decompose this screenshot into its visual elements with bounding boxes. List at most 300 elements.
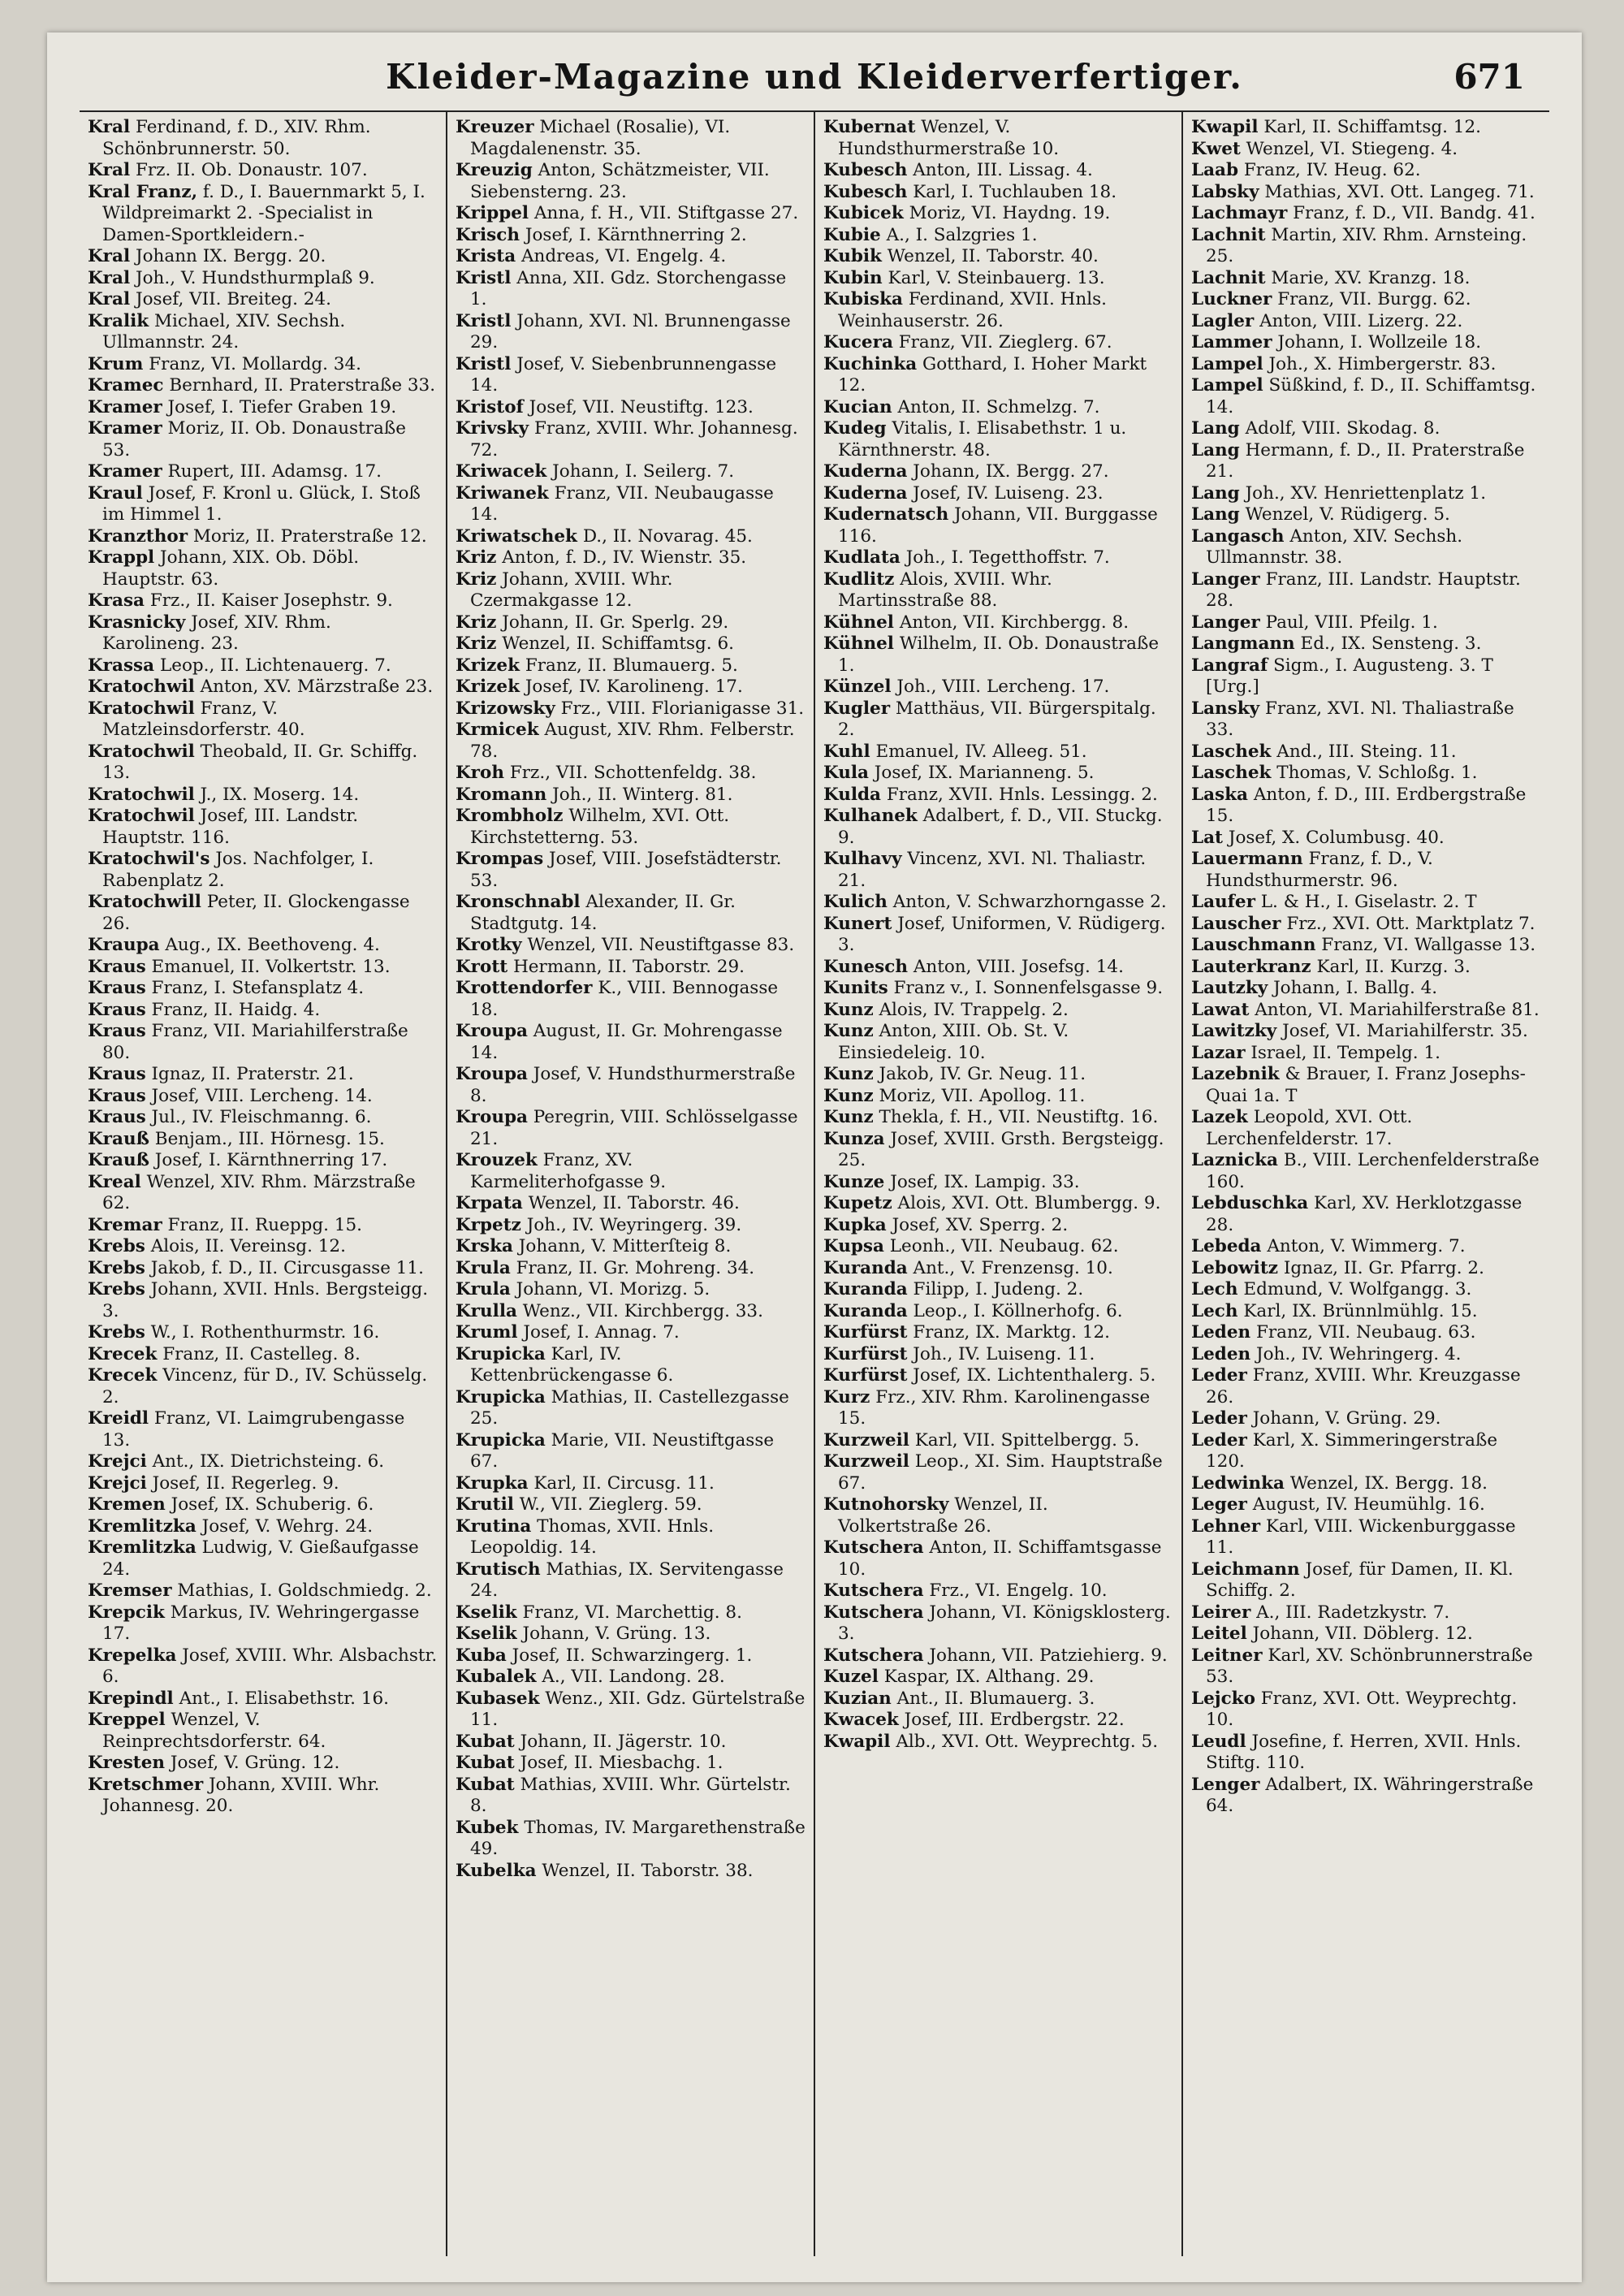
directory-entry: [88, 742, 438, 785]
entry-name: Lachnit: [1191, 224, 1266, 245]
entry-details: Joh., X. Himbergerstr. 83.: [1268, 353, 1497, 374]
entry-name: Lebeda: [1191, 1236, 1262, 1256]
directory-entry: [88, 1107, 438, 1129]
entry-details: Franz, XVIII. Whr. Kreuzgasse 26.: [1206, 1365, 1521, 1407]
entry-name: Kriwacek: [456, 461, 547, 482]
entry-name: Lenger: [1191, 1774, 1260, 1795]
entry-details: Josef, XVIII. Grsth. Bergsteigg. 25.: [838, 1128, 1164, 1170]
entry-details: Joh., I. Tegetthoffstr. 7.: [905, 547, 1110, 568]
entry-details: Moriz, II. Praterstraße 12.: [192, 525, 427, 547]
directory-entry: [88, 806, 438, 849]
directory-entry: [1191, 849, 1541, 892]
directory-entry: [823, 225, 1173, 247]
entry-name: Langraf: [1191, 655, 1268, 676]
entry-details: Josef, V. Wehrg. 24.: [201, 1516, 374, 1537]
directory-entry: [1191, 1645, 1541, 1688]
entry-name: Kwacek: [823, 1710, 899, 1730]
entry-name: Leirer: [1191, 1602, 1251, 1623]
entry-details: Karl, II. Kurzg. 3.: [1316, 956, 1471, 977]
entry-name: Kunze: [823, 1171, 885, 1192]
entry-details: Johann IX. Bergg. 20.: [135, 246, 326, 266]
directory-entry: [456, 311, 806, 354]
entry-name: Krejci: [88, 1451, 147, 1472]
entry-details: Mathias, II. Castellezgasse 25.: [470, 1386, 789, 1429]
directory-entry: [456, 1861, 806, 1883]
entry-details: Karl, IX. Brünnlmühlg. 15.: [1243, 1300, 1478, 1321]
entry-name: Kroupa: [456, 1107, 528, 1127]
entry-details: Emanuel, IV. Alleeg. 51.: [875, 741, 1087, 762]
entry-name: Kwet: [1191, 138, 1241, 159]
directory-entry: [823, 246, 1173, 268]
entry-name: Kutschera: [823, 1580, 924, 1601]
entry-name: Kuzian: [823, 1688, 892, 1709]
entry-name: Leudl: [1191, 1731, 1246, 1752]
entry-name: Krula: [456, 1279, 511, 1299]
entry-name: Kula: [823, 763, 869, 783]
entry-name: Kroupa: [456, 1021, 528, 1041]
directory-entry: [456, 1193, 806, 1215]
entry-details: Joh., V. Hundsthurmplaß 9.: [135, 267, 375, 288]
entry-name: Krutil: [456, 1494, 514, 1515]
directory-entry: [88, 1688, 438, 1710]
entry-details: Wenzel, II. Taborstr. 40.: [887, 246, 1099, 266]
entry-name: Krupicka: [456, 1386, 546, 1407]
directory-entry: [1191, 1236, 1541, 1258]
entry-name: Kunert: [823, 913, 892, 934]
entry-details: And., III. Steing. 11.: [1276, 741, 1457, 762]
directory-entry: [823, 160, 1173, 182]
directory-entry: [88, 397, 438, 419]
directory-entry: [823, 698, 1173, 742]
directory-entry: [823, 1172, 1173, 1194]
entry-details: Johann, I. Ballg. 4.: [1273, 978, 1438, 998]
entry-details: Mathias, I. Goldschmiedg. 2.: [177, 1580, 432, 1601]
entry-details: Michael, XIV. Sechsh. Ullmannstr. 24.: [102, 310, 346, 352]
entry-name: Kubesch: [823, 181, 908, 202]
entry-name: Kunz: [823, 1107, 874, 1127]
entry-details: Anton, II. Schiffamtsgasse 10.: [838, 1537, 1162, 1580]
entry-details: Frz., XIV. Rhm. Karolinengasse 15.: [838, 1386, 1151, 1429]
entry-name: Kremar: [88, 1214, 162, 1235]
directory-entry: [1191, 1430, 1541, 1473]
entry-name: Kubek: [456, 1817, 519, 1838]
entry-name: Kremser: [88, 1580, 172, 1601]
entry-name: Kroupa: [456, 1064, 528, 1084]
directory-entry: [823, 483, 1173, 505]
entry-name: Lammer: [1191, 332, 1272, 352]
entry-name: Krasnicky: [88, 612, 186, 633]
directory-entry: [456, 418, 806, 461]
entry-details: Thomas, IV. Margarethenstraße 49.: [470, 1817, 806, 1859]
entry-name: Lauschmann: [1191, 935, 1316, 955]
entry-details: Franz, VII. Mariahilferstraße 80.: [102, 1021, 408, 1063]
entry-details: Joh., VIII. Lercheng. 17.: [896, 677, 1110, 697]
entry-name: Krouzek: [456, 1150, 538, 1170]
entry-name: Kutnohorsky: [823, 1494, 949, 1515]
entry-name: Leder: [1191, 1429, 1247, 1451]
entry-details: Karl, VII. Spittelbergg. 5.: [914, 1429, 1140, 1451]
directory-entry: [823, 1215, 1173, 1237]
entry-details: Wenzel, IX. Bergg. 18.: [1289, 1472, 1488, 1494]
entry-details: Wenzel, V. Reinprechtsdorferstr. 64.: [102, 1710, 326, 1752]
entry-name: Krepcik: [88, 1602, 165, 1623]
directory-entry: [456, 806, 806, 849]
entry-details: Franz, III. Landstr. Hauptstr. 28.: [1206, 569, 1521, 611]
entry-details: Mathias, XVI. Ott. Langeg. 71.: [1264, 181, 1535, 202]
entry-name: Kriz: [456, 633, 497, 654]
directory-entry: [1191, 182, 1541, 204]
entry-details: Adalbert, IX. Währingerstraße 64.: [1206, 1774, 1534, 1816]
directory-entry: [88, 655, 438, 677]
directory-entry: [823, 547, 1173, 569]
entry-name: Lazebnik: [1191, 1064, 1280, 1084]
entry-details: Peregrin, VIII. Schlösselgasse 21.: [470, 1107, 798, 1149]
entry-details: Johann, XVII. Hnls. Bergsteigg. 3.: [102, 1279, 429, 1321]
entry-name: Leitner: [1191, 1645, 1263, 1666]
directory-entry: [1191, 914, 1541, 936]
entry-name: Kubelka: [456, 1860, 537, 1881]
entry-details: Josef, VIII. Josefstädterstr. 53.: [470, 849, 782, 891]
entry-name: Krizek: [456, 655, 520, 676]
entry-name: Lebowitz: [1191, 1257, 1278, 1278]
entry-details: Anton, II. Schmelzg. 7.: [897, 396, 1100, 417]
directory-entry: [823, 763, 1173, 785]
directory-entry: [88, 892, 438, 935]
entry-details: Wenzel, II. Schiffamtsg. 6.: [502, 633, 734, 654]
entry-details: Wilhelm, II. Ob. Donaustraße 1.: [838, 633, 1160, 676]
entry-details: Alois, XVI. Ott. Blumbergg. 9.: [897, 1193, 1161, 1213]
entry-name: Leger: [1191, 1494, 1247, 1515]
entry-details: Hermann, f. D., II. Praterstraße 21.: [1206, 439, 1525, 482]
directory-entry: [823, 1688, 1173, 1710]
directory-entry: [456, 935, 806, 957]
entry-name: Kranzthor: [88, 525, 188, 547]
entry-name: Lech: [1191, 1279, 1238, 1299]
directory-entry: [1191, 1775, 1541, 1818]
entry-details: Josef, XIV. Rhm. Karolineng. 23.: [102, 612, 331, 654]
directory-entry: [823, 1710, 1173, 1732]
entry-details: Franz, VI. Mollardg. 34.: [149, 353, 361, 374]
directory-entry: [1191, 1322, 1541, 1344]
entry-details: Ant., IX. Dietrichsteing. 6.: [152, 1451, 385, 1472]
entry-details: Michael (Rosalie), VI. Magdalenenstr. 35.: [470, 117, 731, 159]
entry-details: Thekla, f. H., VII. Neustiftg. 16.: [879, 1107, 1159, 1127]
directory-entry: [823, 1258, 1173, 1280]
entry-name: Kubin: [823, 267, 883, 288]
directory-entry: [456, 1236, 806, 1258]
entry-name: Krula: [456, 1257, 511, 1278]
directory-entry: [88, 1580, 438, 1602]
directory-entry: [456, 160, 806, 203]
directory-entry: [1191, 1624, 1541, 1645]
entry-name: Kselik: [456, 1624, 517, 1644]
entry-details: K., VIII. Bennogasse 18.: [470, 978, 779, 1020]
directory-entry: [88, 1236, 438, 1258]
entry-name: Krizowsky: [456, 698, 555, 719]
entry-name: Kreuzer: [456, 117, 534, 137]
directory-entry: [823, 892, 1173, 914]
entry-name: Kutschera: [823, 1645, 924, 1666]
directory-entry: [456, 633, 806, 655]
directory-entry: [88, 354, 438, 376]
directory-entry: [456, 957, 806, 979]
entry-name: Lautzky: [1191, 978, 1268, 998]
entry-name: Krejci: [88, 1472, 147, 1494]
directory-entry: [456, 1064, 806, 1107]
directory-entry: [823, 268, 1173, 290]
directory-entry: [823, 1107, 1173, 1129]
entry-details: Johann, XVIII. Whr. Czermakgasse 12.: [470, 569, 673, 611]
entry-name: Labsky: [1191, 181, 1259, 202]
entry-details: Josef, I. Tiefer Graben 19.: [167, 396, 397, 417]
entry-name: Kratochwil's: [88, 849, 210, 869]
directory-entry: [823, 1387, 1173, 1430]
directory-entry: [456, 1021, 806, 1064]
directory-entry: [1191, 1000, 1541, 1022]
entry-name: Kratochwil: [88, 677, 195, 697]
entry-name: Krisch: [456, 224, 520, 245]
directory-entry: [88, 1215, 438, 1237]
entry-details: Josef, VI. Mariahilferstr. 35.: [1282, 1021, 1528, 1041]
entry-details: D., II. Novarag. 45.: [582, 525, 753, 547]
directory-entry: [823, 957, 1173, 979]
entry-name: Kubie: [823, 224, 881, 245]
entry-details: Frz., XVI. Ott. Marktplatz 7.: [1286, 913, 1535, 934]
entry-name: Krippel: [456, 203, 529, 223]
directory-entry: [88, 547, 438, 590]
directory-entry: [823, 289, 1173, 332]
directory-entry: [1191, 1021, 1541, 1043]
directory-entry: [1191, 742, 1541, 763]
directory-entry: [88, 1258, 438, 1280]
directory-entry: [823, 1580, 1173, 1602]
entry-name: Lebduschka: [1191, 1193, 1309, 1213]
entry-details: Vincenz, XVI. Nl. Thaliastr. 21.: [838, 849, 1147, 891]
directory-entry: [88, 978, 438, 1000]
entry-details: W., I. Rothenthurmstr. 16.: [150, 1322, 380, 1343]
entry-details: Wenzel, II. Volkertstraße 26.: [838, 1494, 1048, 1537]
entry-name: Kuranda: [823, 1257, 908, 1278]
entry-name: Lehner: [1191, 1516, 1261, 1537]
entry-name: Krivsky: [456, 418, 529, 439]
directory-entry: [823, 742, 1173, 763]
entry-details: Frz., II. Kaiser Josephstr. 9.: [149, 590, 393, 611]
directory-entry: [1191, 418, 1541, 440]
entry-name: Kreal: [88, 1171, 141, 1192]
directory-entry: [456, 698, 806, 720]
directory-entry: [1191, 1258, 1541, 1280]
entry-name: Kupka: [823, 1214, 887, 1235]
entry-details: Vitalis, I. Elisabethstr. 1 u. Kärnthnerstr. 48.: [838, 418, 1127, 460]
entry-details: Alois, IV. Trappelg. 2.: [879, 999, 1069, 1020]
directory-entry: [823, 785, 1173, 806]
directory-entry: [88, 246, 438, 268]
directory-entry: [1191, 483, 1541, 505]
entry-name: Laufer: [1191, 892, 1255, 912]
entry-details: Süßkind, f. D., II. Schiffamtsg. 14.: [1206, 375, 1536, 417]
entry-name: Lang: [1191, 482, 1240, 504]
entry-name: Lat: [1191, 827, 1223, 848]
directory-entry: [88, 1710, 438, 1753]
entry-name: Krombholz: [456, 806, 564, 826]
directory-entry: [1191, 1494, 1541, 1516]
entry-details: Karl, V. Steinbauerg. 13.: [888, 267, 1105, 288]
directory-entry: [823, 1645, 1173, 1667]
entry-name: Krutisch: [456, 1559, 541, 1580]
directory-entry: [1191, 504, 1541, 526]
directory-entry: [456, 483, 806, 526]
entry-name: Luckner: [1191, 289, 1272, 309]
entry-details: Karl, I. Tuchlauben 18.: [913, 181, 1117, 202]
entry-details: Johann, V. Grüng. 29.: [1252, 1408, 1441, 1429]
entry-name: Lachnit: [1191, 267, 1266, 288]
entry-details: Ignaz, II. Gr. Pfarrg. 2.: [1283, 1257, 1484, 1278]
directory-entry: [88, 957, 438, 979]
entry-details: Johann, VII. Burggasse 116.: [838, 504, 1158, 547]
entry-name: Kriz: [456, 547, 497, 568]
entry-details: Leop., II. Lichtenauerg. 7.: [159, 655, 391, 676]
entry-details: Karl, XV. Herklotzgasse 28.: [1206, 1193, 1522, 1235]
entry-details: Joh., IV. Wehringerg. 4.: [1255, 1343, 1462, 1364]
entry-name: Kupsa: [823, 1236, 884, 1256]
directory-entry: [823, 633, 1173, 677]
entry-details: Josef, II. Miesbachg. 1.: [520, 1753, 723, 1773]
entry-details: W., VII. Zieglerg. 59.: [519, 1494, 702, 1515]
entry-name: Krompas: [456, 849, 544, 869]
entry-details: Ed., IX. Sensteng. 3.: [1300, 633, 1482, 654]
directory-entry: [88, 526, 438, 548]
entry-details: Franz, VI. Marchettig. 8.: [522, 1602, 742, 1623]
directory-entry: [456, 1387, 806, 1430]
directory-entry: [1191, 225, 1541, 268]
entry-details: Anton, Schätzmeister, VII. Siebensterng. 23.: [470, 160, 770, 202]
entry-details: Wenz., VII. Kirchbergg. 33.: [522, 1300, 763, 1321]
directory-entry: [456, 1516, 806, 1559]
directory-entry: [88, 1172, 438, 1215]
entry-details: Marie, XV. Kranzg. 18.: [1271, 267, 1471, 288]
directory-entry: [88, 1645, 438, 1688]
entry-details: Frz., VI. Engelg. 10.: [929, 1580, 1108, 1601]
entry-name: Kulhanek: [823, 806, 918, 826]
directory-entry: [1191, 892, 1541, 914]
entry-details: Anton, V. Schwarzhorngasse 2.: [892, 892, 1167, 912]
entry-details: Jul., IV. Fleischmanng. 6.: [151, 1107, 372, 1127]
entry-details: Josef, V. Siebenbrunnengasse 14.: [470, 353, 777, 396]
entry-details: Jakob, IV. Gr. Neug. 11.: [879, 1064, 1086, 1084]
entry-name: Langer: [1191, 612, 1260, 633]
directory-entry: [88, 1365, 438, 1408]
entry-details: Franz, XVI. Nl. Thaliastraße 33.: [1206, 698, 1514, 740]
entry-details: Franz, XVIII. Whr. Johannesg. 72.: [470, 418, 798, 460]
directory-entry: [456, 117, 806, 160]
directory-entry: [456, 1258, 806, 1280]
directory-entry: [1191, 117, 1541, 139]
entry-details: Emanuel, II. Volkertstr. 13.: [151, 956, 391, 977]
entry-details: August, IV. Heumühlg. 16.: [1252, 1494, 1485, 1515]
directory-entry: [456, 1107, 806, 1150]
entry-name: Kucian: [823, 396, 892, 417]
entry-details: Franz, XV. Karmeliterhofgasse 9.: [470, 1150, 667, 1192]
entry-details: Adalbert, f. D., VII. Stuckg. 9.: [838, 806, 1163, 848]
entry-details: Moriz, VI. Haydng. 19.: [909, 203, 1111, 223]
entry-name: Kral: [88, 267, 131, 288]
entry-details: Josef, VII. Breiteg. 24.: [135, 289, 331, 309]
entry-name: Kudernatsch: [823, 504, 949, 525]
entry-details: Joh., II. Winterg. 81.: [552, 784, 733, 805]
directory-entry: [1191, 957, 1541, 979]
entry-name: Kubik: [823, 246, 882, 266]
entry-name: Krista: [456, 246, 516, 266]
entry-details: Mathias, XVIII. Whr. Gürtelstr. 8.: [470, 1774, 791, 1816]
entry-name: Krotky: [456, 935, 522, 955]
entry-details: Alois, XVIII. Whr. Martinsstraße 88.: [838, 569, 1052, 611]
entry-details: Benjam., III. Hörnesg. 15.: [154, 1128, 385, 1149]
directory-page: [47, 32, 1582, 2282]
entry-name: Kramer: [88, 418, 162, 439]
entry-name: Kraupa: [88, 935, 160, 955]
entry-details: Wilhelm, XVI. Ott. Kirchstetterng. 53.: [470, 806, 730, 848]
directory-entry: [823, 397, 1173, 419]
entry-details: Leop., I. Köllnerhofg. 6.: [913, 1300, 1123, 1321]
entry-name: Kratochwil: [88, 784, 195, 805]
entry-name: Krupka: [456, 1472, 529, 1494]
entry-details: Thomas, V. Schloßg. 1.: [1276, 763, 1478, 783]
entry-name: Lawat: [1191, 999, 1250, 1020]
directory-entry: [823, 1086, 1173, 1108]
directory-entry: [88, 160, 438, 182]
entry-name: Kubat: [456, 1731, 515, 1752]
entry-details: Joh., IV. Weyringerg. 39.: [526, 1214, 742, 1235]
directory-entry: [1191, 1365, 1541, 1408]
entry-name: Kuhl: [823, 741, 870, 762]
entry-details: Kaspar, IX. Althang. 29.: [883, 1667, 1095, 1687]
entry-details: Ludwig, V. Gießaufgasse 24.: [102, 1537, 419, 1580]
directory-entry: [88, 1322, 438, 1344]
entry-details: Franz, I. Stefansplatz 4.: [151, 978, 365, 998]
entry-name: Krauß: [88, 1150, 149, 1170]
directory-entry: [1191, 1043, 1541, 1065]
entry-name: Krebs: [88, 1322, 145, 1343]
entry-name: Krepelka: [88, 1645, 177, 1666]
entry-name: Leder: [1191, 1365, 1247, 1386]
entry-name: Kreidl: [88, 1408, 149, 1429]
entry-details: Johann, VI. Königsklosterg. 3.: [838, 1602, 1171, 1644]
directory-entry: [823, 182, 1173, 204]
entry-details: Johann, XIX. Ob. Döbl. Hauptstr. 63.: [102, 547, 360, 590]
entry-details: Karl, IV. Kettenbrückengasse 6.: [470, 1343, 674, 1386]
entry-details: Josef, IX. Schuberig. 6.: [171, 1494, 374, 1515]
column-4: [1183, 112, 1549, 2256]
entry-name: Kühnel: [823, 633, 894, 654]
entry-details: Josef, II. Schwarzingerg. 1.: [512, 1645, 753, 1666]
directory-entry: [456, 1732, 806, 1753]
entry-details: Josef, V. Hundsthurmerstraße 8.: [470, 1064, 796, 1106]
entry-name: Kromann: [456, 784, 547, 805]
directory-entry: [823, 1129, 1173, 1172]
directory-entry: [88, 1086, 438, 1108]
entry-name: Krappl: [88, 547, 155, 568]
entry-details: Hermann, II. Taborstr. 29.: [513, 956, 745, 977]
directory-entry: [88, 698, 438, 742]
directory-entry: [88, 1129, 438, 1151]
entry-details: B., VIII. Lerchenfelderstraße 160.: [1206, 1150, 1540, 1192]
entry-details: Johann, VII. Patziehierg. 9.: [929, 1645, 1168, 1666]
directory-entry: [456, 1473, 806, 1495]
entry-details: Moriz, VII. Apollog. 11.: [879, 1085, 1086, 1106]
entry-details: Alb., XVI. Ott. Weyprechtg. 5.: [896, 1731, 1159, 1752]
directory-entry: [1191, 354, 1541, 376]
entry-name: Kupetz: [823, 1193, 892, 1213]
